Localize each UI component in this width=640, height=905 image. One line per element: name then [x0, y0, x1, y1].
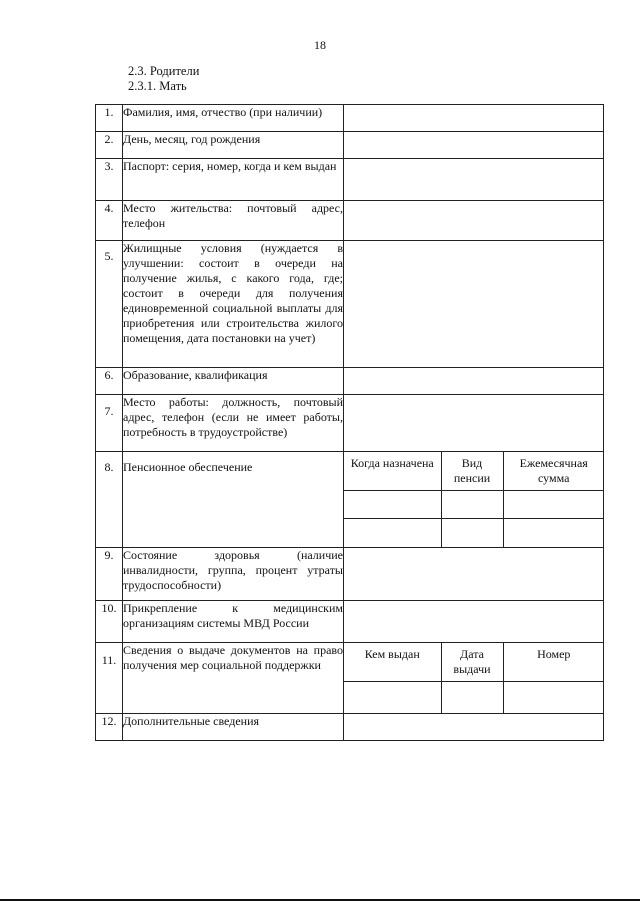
documents-subtable-cell [344, 643, 604, 714]
table-row [96, 159, 604, 201]
pension-date-field[interactable] [344, 519, 441, 547]
row-number: 10. [96, 601, 123, 643]
row-number: 9. [96, 548, 123, 601]
section-title: 2.3. Родители [128, 64, 200, 78]
table-row [96, 241, 604, 368]
mother-info-form [95, 104, 604, 741]
table-row [96, 201, 604, 241]
row-label: Место работы: должность, почтовый адрес, телефон (если не имеет работы, потребность в трудоустройстве) [123, 395, 344, 452]
row-label: День, месяц, год рождения [123, 132, 344, 159]
row-number: 1. [96, 105, 123, 132]
field-additional-info[interactable] [344, 713, 604, 740]
issued-by-field[interactable] [344, 682, 441, 713]
row-number: 11. [96, 643, 123, 714]
row-label: Пенсионное обеспечение [123, 452, 344, 548]
column-header: Когда назначена [344, 452, 441, 491]
field-birth-date[interactable] [344, 132, 604, 159]
row-label: Жилищные условия (нуждается в улучшении: состоит в очереди на получение жилья, с какого года, где; состоит в очереди для получения единовременной социальной выплаты для приобретения или строительства жилого помещения, дата постановки на учет) [123, 241, 344, 368]
row-number: 5. [96, 241, 123, 368]
row-label: Место жительства: почтовый адрес, телефон [123, 201, 344, 241]
row-label: Фамилия, имя, отчество (при наличии) [123, 105, 344, 132]
pension-subtable-cell [344, 452, 604, 548]
row-number: 6. [96, 368, 123, 395]
table-row [96, 452, 604, 548]
table-row [96, 368, 604, 395]
row-number: 7. [96, 395, 123, 452]
field-workplace[interactable] [344, 395, 604, 452]
section-subtitle: 2.3.1. Мать [128, 79, 187, 93]
page-bottom-border [0, 899, 640, 901]
field-address[interactable] [344, 201, 604, 241]
pension-type-field[interactable] [441, 519, 503, 547]
row-number: 3. [96, 159, 123, 201]
pension-amount-field[interactable] [503, 491, 604, 519]
table-row [96, 643, 604, 714]
document-number-field[interactable] [503, 682, 604, 713]
row-label: Состояние здоровья (наличие инвалидности, группа, процент утраты трудоспособности) [123, 548, 344, 601]
pension-amount-field[interactable] [503, 519, 604, 547]
field-health[interactable] [344, 548, 604, 601]
table-row [96, 132, 604, 159]
field-passport[interactable] [344, 159, 604, 201]
column-header: Ежемесячная сумма [503, 452, 604, 491]
table-row [96, 548, 604, 601]
row-label: Паспорт: серия, номер, когда и кем выдан [123, 159, 344, 201]
field-education[interactable] [344, 368, 604, 395]
row-number: 8. [96, 452, 123, 548]
row-number: 12. [96, 713, 123, 740]
documents-subtable [344, 643, 604, 713]
field-full-name[interactable] [344, 105, 604, 132]
pension-date-field[interactable] [344, 491, 441, 519]
row-label: Сведения о выдаче документов на право получения мер социальной поддержки [123, 643, 344, 714]
column-header: Вид пенсии [441, 452, 503, 491]
field-medical-attachment[interactable] [344, 601, 604, 643]
table-row [96, 713, 604, 740]
row-number: 2. [96, 132, 123, 159]
column-header: Дата выдачи [441, 643, 503, 682]
page-number: 18 [314, 38, 326, 52]
issue-date-field[interactable] [441, 682, 503, 713]
column-header: Номер [503, 643, 604, 682]
field-housing[interactable] [344, 241, 604, 368]
row-number: 4. [96, 201, 123, 241]
pension-subtable [344, 452, 604, 547]
table-row [96, 105, 604, 132]
table-row [96, 395, 604, 452]
column-header: Кем выдан [344, 643, 441, 682]
table-row [96, 601, 604, 643]
pension-type-field[interactable] [441, 491, 503, 519]
row-label: Образование, квалификация [123, 368, 344, 395]
row-label: Прикрепление к медицинским организациям системы МВД России [123, 601, 344, 643]
row-label: Дополнительные сведения [123, 713, 344, 740]
